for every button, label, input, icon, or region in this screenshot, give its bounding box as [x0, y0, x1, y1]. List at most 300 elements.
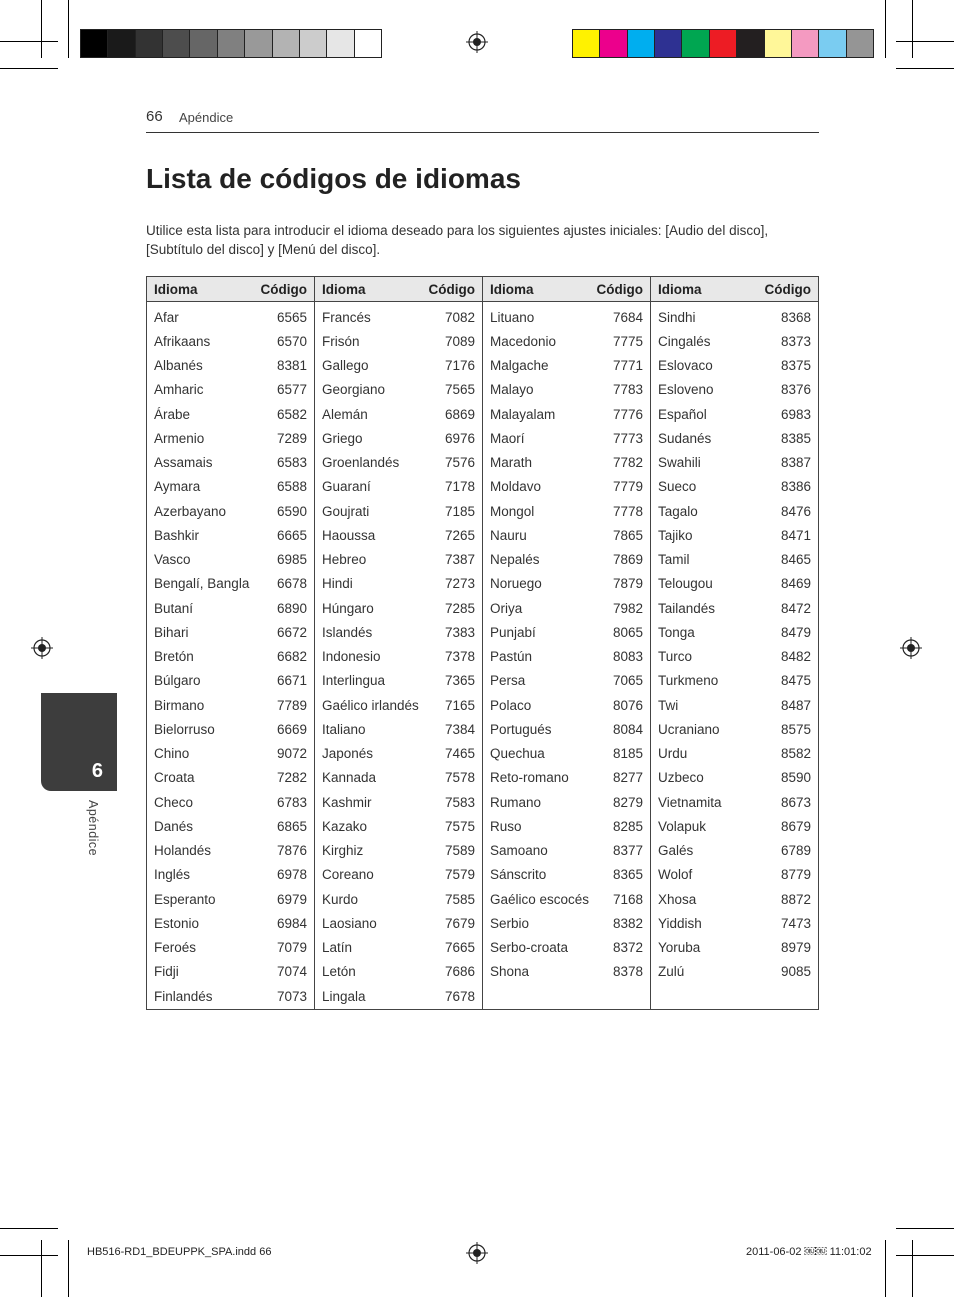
table-row [651, 402, 818, 426]
table-row [315, 936, 482, 960]
language-code: 7778 [612, 503, 643, 519]
language-name: Latín [322, 940, 353, 956]
language-code: 6588 [276, 479, 307, 495]
color-swatch [655, 30, 682, 57]
crop-mark [896, 1228, 954, 1229]
language-name: Zulú [658, 964, 685, 980]
language-code: 6590 [276, 503, 307, 519]
language-name: Swahili [658, 455, 701, 471]
chapter-number: 6 [91, 760, 103, 782]
language-code: 8479 [780, 624, 811, 640]
color-swatch [300, 30, 327, 57]
color-swatch [273, 30, 300, 57]
crop-mark [896, 41, 954, 42]
language-name: Kurdo [322, 891, 359, 907]
language-name: Bretón [154, 649, 194, 665]
language-name: Quechua [490, 746, 545, 762]
table-row [315, 523, 482, 547]
language-name: Finlandés [154, 988, 213, 1004]
table-row [651, 354, 818, 378]
language-code: 7089 [444, 333, 475, 349]
color-swatch [573, 30, 600, 57]
table-row [147, 451, 314, 475]
crop-mark [68, 1240, 69, 1297]
language-code: 8679 [780, 818, 811, 834]
language-name: Sudanés [658, 430, 712, 446]
language-name: Twi [658, 697, 679, 713]
color-swatch [190, 30, 217, 57]
table-row [483, 887, 650, 911]
language-code: 6583 [276, 455, 307, 471]
language-code: 8472 [780, 600, 811, 616]
language-name: Húngaro [322, 600, 374, 616]
table-row [147, 887, 314, 911]
table-header [315, 277, 482, 302]
table-row [147, 984, 314, 1008]
color-swatch [163, 30, 190, 57]
language-code: 8375 [780, 358, 811, 374]
language-code: 6671 [276, 673, 307, 689]
language-code: 6582 [276, 406, 307, 422]
language-name: Esloveno [658, 382, 714, 398]
language-code: 8471 [780, 527, 811, 543]
color-swatch [819, 30, 846, 57]
table-row [651, 911, 818, 935]
color-swatch [682, 30, 709, 57]
page-title: Lista de códigos de idiomas [146, 163, 521, 194]
table-row [315, 863, 482, 887]
color-swatch [765, 30, 792, 57]
table-row [651, 814, 818, 838]
table-row [315, 499, 482, 523]
language-name: Butaní [154, 600, 194, 616]
language-code: 7589 [444, 843, 475, 859]
language-name: Holandés [154, 843, 212, 859]
language-name: Alemán [322, 406, 368, 422]
language-code: 7585 [444, 891, 475, 907]
color-swatch [628, 30, 655, 57]
language-code: 7079 [276, 940, 307, 956]
language-name: Tagalo [658, 503, 698, 519]
language-name: Cingalés [658, 333, 711, 349]
language-name: Galés [658, 843, 694, 859]
table-row [651, 329, 818, 353]
color-swatch [81, 30, 108, 57]
language-name: Assamais [154, 455, 213, 471]
table-row [147, 620, 314, 644]
language-name: Wolof [658, 867, 693, 883]
language-code: 6577 [276, 382, 307, 398]
crop-mark [896, 1255, 954, 1256]
table-row [147, 814, 314, 838]
table-row [651, 378, 818, 402]
header-code: Código [764, 281, 811, 297]
table-row [651, 887, 818, 911]
language-name: Tajiko [658, 527, 693, 543]
color-swatch [792, 30, 819, 57]
language-code: 7575 [444, 818, 475, 834]
language-code: 6565 [276, 309, 307, 325]
table-row [147, 693, 314, 717]
footer-filename: HB516-RD1_BDEUPPK_SPA.indd 66 [87, 1246, 272, 1258]
language-name: Haoussa [322, 527, 376, 543]
table-row [651, 475, 818, 499]
language-code: 8373 [780, 333, 811, 349]
header-language: Idioma [322, 281, 366, 297]
language-name: Punjabí [490, 624, 536, 640]
language-name: Gallego [322, 358, 369, 374]
color-swatch [847, 30, 873, 57]
language-name: Yiddish [658, 915, 702, 931]
table-header [651, 277, 818, 302]
language-name: Ucraniano [658, 721, 720, 737]
table-row [315, 548, 482, 572]
language-code: 8979 [780, 940, 811, 956]
language-name: Tonga [658, 624, 695, 640]
table-header [147, 277, 314, 302]
header-code: Código [260, 281, 307, 297]
table-row [483, 790, 650, 814]
language-name: Reto-romano [490, 770, 569, 786]
table-row [483, 329, 650, 353]
language-code: 7665 [444, 940, 475, 956]
language-name: Maorí [490, 430, 525, 446]
language-code: 8385 [780, 430, 811, 446]
language-name: Francés [322, 309, 371, 325]
language-code: 7289 [276, 430, 307, 446]
table-row [483, 451, 650, 475]
table-column [147, 277, 315, 1009]
language-code: 9085 [780, 964, 811, 980]
language-name: Afrikaans [154, 333, 211, 349]
table-row [651, 451, 818, 475]
language-code: 6890 [276, 600, 307, 616]
table-row [483, 911, 650, 935]
table-row [147, 523, 314, 547]
table-row [315, 717, 482, 741]
language-code: 6985 [276, 552, 307, 568]
chapter-label: Apéndice [86, 800, 100, 857]
color-swatch [218, 30, 245, 57]
header-language: Idioma [154, 281, 198, 297]
language-code: 7579 [444, 867, 475, 883]
language-code: 8482 [780, 649, 811, 665]
table-row [315, 620, 482, 644]
language-name: Bashkir [154, 527, 200, 543]
table-row [483, 814, 650, 838]
language-code: 7776 [612, 406, 643, 422]
language-name: Croata [154, 770, 195, 786]
table-row [483, 596, 650, 620]
language-code: 8376 [780, 382, 811, 398]
table-row [315, 887, 482, 911]
table-row [147, 596, 314, 620]
language-name: Guaraní [322, 479, 371, 495]
language-name: Kannada [322, 770, 377, 786]
table-row [651, 960, 818, 984]
crop-mark [885, 1240, 886, 1297]
language-code-table [146, 276, 819, 1010]
language-code: 7273 [444, 576, 475, 592]
language-name: Ruso [490, 818, 522, 834]
table-row [147, 669, 314, 693]
table-row [315, 378, 482, 402]
language-code: 7565 [444, 382, 475, 398]
language-code: 8372 [612, 940, 643, 956]
header-language: Idioma [658, 281, 702, 297]
language-name: Feroés [154, 940, 197, 956]
language-code: 7982 [612, 600, 643, 616]
crop-mark [912, 0, 913, 58]
language-code: 7165 [444, 697, 475, 713]
language-name: Laosiano [322, 915, 377, 931]
language-code: 8476 [780, 503, 811, 519]
language-code: 6665 [276, 527, 307, 543]
table-row [147, 378, 314, 402]
table-row [315, 669, 482, 693]
table-row [651, 839, 818, 863]
language-code: 8084 [612, 721, 643, 737]
crop-mark [0, 1228, 58, 1229]
table-row [651, 499, 818, 523]
language-code: 8365 [612, 867, 643, 883]
language-name: Amharic [154, 382, 204, 398]
table-row [483, 572, 650, 596]
language-name: Noruego [490, 576, 542, 592]
language-code: 8381 [276, 358, 307, 374]
table-row [147, 499, 314, 523]
table-row [315, 814, 482, 838]
language-name: Samoano [490, 843, 548, 859]
language-name: Lingala [322, 988, 366, 1004]
language-name: Volapuk [658, 818, 707, 834]
language-code: 6984 [276, 915, 307, 931]
language-code: 8285 [612, 818, 643, 834]
language-code: 8065 [612, 624, 643, 640]
language-name: Coreano [322, 867, 374, 883]
table-row [315, 354, 482, 378]
table-row [147, 548, 314, 572]
table-row [315, 426, 482, 450]
language-code: 6669 [276, 721, 307, 737]
table-row [651, 620, 818, 644]
table-row [483, 426, 650, 450]
table-row [315, 960, 482, 984]
language-name: Serbio [490, 915, 530, 931]
table-row [147, 354, 314, 378]
crop-mark [68, 0, 69, 58]
language-name: Kirghiz [322, 843, 364, 859]
registration-target-icon [466, 1242, 488, 1264]
language-code: 7789 [276, 697, 307, 713]
color-swatch [327, 30, 354, 57]
section-name: Apéndice [179, 110, 234, 125]
color-swatch [245, 30, 272, 57]
crop-mark [0, 41, 58, 42]
language-name: Lituano [490, 309, 535, 325]
table-row [651, 693, 818, 717]
header-code: Código [428, 281, 475, 297]
table-row [315, 645, 482, 669]
language-code: 7684 [612, 309, 643, 325]
language-code: 7678 [444, 988, 475, 1004]
table-row [483, 499, 650, 523]
language-code: 6672 [276, 624, 307, 640]
language-code: 6682 [276, 649, 307, 665]
table-row [651, 766, 818, 790]
language-name: Fidji [154, 964, 179, 980]
table-row [651, 523, 818, 547]
language-code: 7082 [444, 309, 475, 325]
table-row [651, 572, 818, 596]
language-code: 7387 [444, 552, 475, 568]
language-name: Oriya [490, 600, 523, 616]
crop-mark [41, 1240, 42, 1297]
language-name: Persa [490, 673, 526, 689]
language-code: 8465 [780, 552, 811, 568]
language-code: 8469 [780, 576, 811, 592]
language-code: 6869 [444, 406, 475, 422]
language-code: 8387 [780, 455, 811, 471]
language-name: Inglés [154, 867, 191, 883]
language-name: Frisón [322, 333, 360, 349]
page-number: 66 [146, 108, 163, 125]
language-name: Tailandés [658, 600, 716, 616]
header-language: Idioma [490, 281, 534, 297]
intro-paragraph: Utilice esta lista para introducir el idioma deseado para los siguientes ajustes iniciales: [Audio del disco], [Subtítulo del disco] y [Menú del disco]. [146, 223, 769, 257]
table-row [483, 402, 650, 426]
language-code: 7176 [444, 358, 475, 374]
language-code: 9072 [276, 746, 307, 762]
table-row [483, 305, 650, 329]
language-name: Malayalam [490, 406, 556, 422]
table-row [483, 936, 650, 960]
language-name: Mongol [490, 503, 535, 519]
table-header [483, 277, 650, 302]
table-row [147, 936, 314, 960]
language-code: 7576 [444, 455, 475, 471]
table-row [147, 766, 314, 790]
registration-target-icon [900, 637, 922, 659]
language-code: 8779 [780, 867, 811, 883]
language-name: Islandés [322, 624, 373, 640]
language-name: Bengalí, Bangla [154, 576, 250, 592]
language-name: Polaco [490, 697, 532, 713]
language-name: Danés [154, 818, 194, 834]
language-code: 8377 [612, 843, 643, 859]
crop-mark [0, 1255, 58, 1256]
table-row [315, 839, 482, 863]
table-row [147, 863, 314, 887]
language-code: 7168 [612, 891, 643, 907]
language-name: Yoruba [658, 940, 701, 956]
language-code: 8076 [612, 697, 643, 713]
table-row [147, 839, 314, 863]
language-name: Interlingua [322, 673, 386, 689]
language-code: 7178 [444, 479, 475, 495]
color-swatch [136, 30, 163, 57]
language-name: Moldavo [490, 479, 542, 495]
language-name: Malayo [490, 382, 534, 398]
crop-mark [896, 68, 954, 69]
language-code: 7583 [444, 794, 475, 810]
language-name: Letón [322, 964, 356, 980]
language-code: 8575 [780, 721, 811, 737]
table-row [315, 329, 482, 353]
language-name: Bielorruso [154, 721, 215, 737]
language-code: 8382 [612, 915, 643, 931]
language-code: 7686 [444, 964, 475, 980]
language-name: Kazako [322, 818, 368, 834]
table-row [147, 717, 314, 741]
table-row [147, 475, 314, 499]
language-code: 7771 [612, 358, 643, 374]
language-code: 6570 [276, 333, 307, 349]
language-name: Groenlandés [322, 455, 400, 471]
language-name: Indonesio [322, 649, 381, 665]
table-row [651, 790, 818, 814]
table-row [315, 984, 482, 1008]
language-name: Sindhi [658, 309, 696, 325]
table-row [315, 766, 482, 790]
table-row [483, 839, 650, 863]
table-row [651, 717, 818, 741]
table-row [147, 790, 314, 814]
language-name: Afar [154, 309, 179, 325]
table-row [651, 305, 818, 329]
registration-target-icon [466, 31, 488, 53]
language-name: Vasco [154, 552, 191, 568]
language-name: Armenio [154, 430, 205, 446]
table-row [483, 960, 650, 984]
language-name: Búlgaro [154, 673, 201, 689]
language-code: 7383 [444, 624, 475, 640]
table-row [651, 645, 818, 669]
table-column [483, 277, 651, 1009]
table-row [483, 475, 650, 499]
table-row [147, 645, 314, 669]
language-code: 7185 [444, 503, 475, 519]
language-code: 6983 [780, 406, 811, 422]
table-row [483, 863, 650, 887]
table-row [315, 305, 482, 329]
footer-timestamp: 2011-06-02 ￼￼ 11:01:02 [746, 1246, 872, 1258]
table-row [483, 717, 650, 741]
language-code: 7876 [276, 843, 307, 859]
table-row [315, 742, 482, 766]
language-code: 7465 [444, 746, 475, 762]
language-name: Rumano [490, 794, 542, 810]
language-code: 6976 [444, 430, 475, 446]
language-name: Italiano [322, 721, 366, 737]
language-code: 8368 [780, 309, 811, 325]
language-name: Birmano [154, 697, 205, 713]
language-code: 7879 [612, 576, 643, 592]
language-name: Chino [154, 746, 190, 762]
table-row [315, 911, 482, 935]
language-code: 8582 [780, 746, 811, 762]
color-calibration-bar [572, 29, 874, 58]
language-code: 7365 [444, 673, 475, 689]
crop-mark [885, 0, 886, 58]
language-code: 8590 [780, 770, 811, 786]
language-code: 8185 [612, 746, 643, 762]
language-code: 7384 [444, 721, 475, 737]
language-name: Árabe [154, 406, 191, 422]
table-row [147, 426, 314, 450]
table-row [651, 596, 818, 620]
header-rule [146, 132, 819, 133]
